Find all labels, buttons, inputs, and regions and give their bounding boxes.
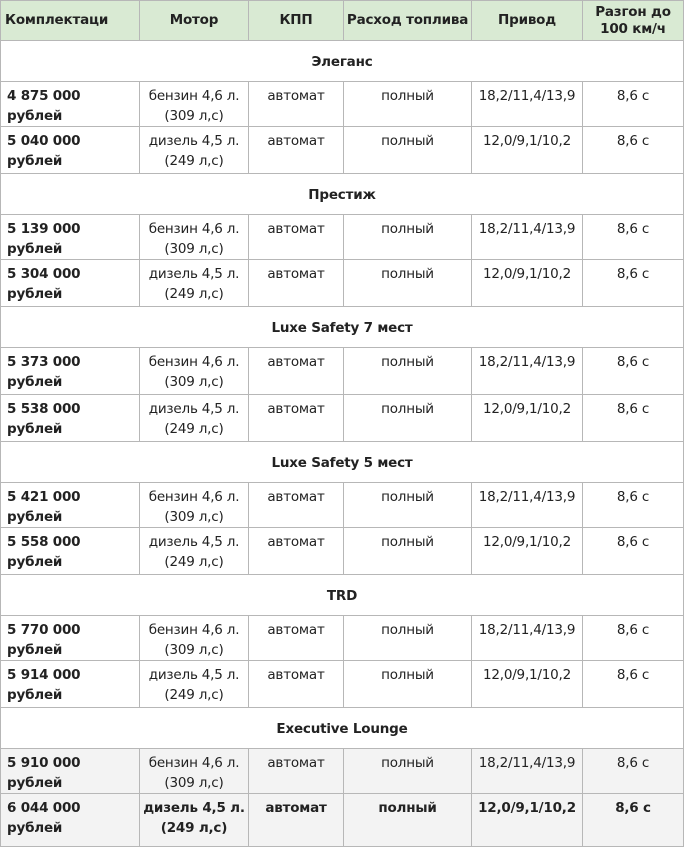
motor-cell: дизель 4,5 л. (249 л,с) xyxy=(140,127,249,174)
acceleration-cell: 8,6 с xyxy=(583,260,684,307)
group-row xyxy=(1,442,684,483)
price-cell: 5 770 000 рублей xyxy=(1,616,140,661)
table-row xyxy=(1,794,684,847)
group-row xyxy=(1,41,684,82)
acceleration-cell: 8,6 с xyxy=(583,215,684,260)
drive-cell: 18,2/11,4/13,9 xyxy=(472,82,583,127)
gearbox-cell: автомат xyxy=(249,348,344,395)
fuel-cell: полный xyxy=(344,616,472,661)
gearbox-cell: автомат xyxy=(249,215,344,260)
header-acceleration: Разгон до 100 км/ч xyxy=(583,1,684,41)
gearbox-cell: автомат xyxy=(249,82,344,127)
header-drive: Привод xyxy=(472,1,583,41)
drive-cell: 12,0/9,1/10,2 xyxy=(472,794,583,847)
fuel-cell: полный xyxy=(344,260,472,307)
motor-cell: дизель 4,5 л. (249 л,с) xyxy=(140,260,249,307)
gearbox-cell: автомат xyxy=(249,616,344,661)
acceleration-cell: 8,6 с xyxy=(583,395,684,442)
price-cell: 5 421 000 рублей xyxy=(1,483,140,528)
header-fuel: Расход топлива xyxy=(344,1,472,41)
price-cell: 5 373 000 рублей xyxy=(1,348,140,395)
group-name: TRD xyxy=(1,575,684,616)
price-cell: 6 044 000 рублей xyxy=(1,794,140,847)
drive-cell: 12,0/9,1/10,2 xyxy=(472,528,583,575)
drive-cell: 12,0/9,1/10,2 xyxy=(472,661,583,708)
price-cell: 5 040 000 рублей xyxy=(1,127,140,174)
fuel-cell: полный xyxy=(344,794,472,847)
motor-cell: дизель 4,5 л. (249 л,с) xyxy=(140,528,249,575)
table-row xyxy=(1,348,684,395)
table-row xyxy=(1,528,684,575)
fuel-cell: полный xyxy=(344,528,472,575)
gearbox-cell: автомат xyxy=(249,661,344,708)
gearbox-cell: автомат xyxy=(249,483,344,528)
drive-cell: 12,0/9,1/10,2 xyxy=(472,127,583,174)
fuel-cell: полный xyxy=(344,82,472,127)
group-row xyxy=(1,174,684,215)
fuel-cell: полный xyxy=(344,749,472,794)
group-row xyxy=(1,307,684,348)
price-cell: 4 875 000 рублей xyxy=(1,82,140,127)
group-row xyxy=(1,575,684,616)
price-cell: 5 139 000 рублей xyxy=(1,215,140,260)
acceleration-cell: 8,6 с xyxy=(583,661,684,708)
price-cell: 5 538 000 рублей xyxy=(1,395,140,442)
drive-cell: 18,2/11,4/13,9 xyxy=(472,749,583,794)
fuel-cell: полный xyxy=(344,127,472,174)
drive-cell: 18,2/11,4/13,9 xyxy=(472,483,583,528)
group-name: Престиж xyxy=(1,174,684,215)
fuel-cell: полный xyxy=(344,215,472,260)
fuel-cell: полный xyxy=(344,348,472,395)
gearbox-cell: автомат xyxy=(249,749,344,794)
drive-cell: 12,0/9,1/10,2 xyxy=(472,395,583,442)
table-row xyxy=(1,127,684,174)
table-row xyxy=(1,82,684,127)
group-name: Luxe Safety 5 мест xyxy=(1,442,684,483)
drive-cell: 18,2/11,4/13,9 xyxy=(472,215,583,260)
gearbox-cell: автомат xyxy=(249,395,344,442)
motor-cell: бензин 4,6 л. (309 л,с) xyxy=(140,215,249,260)
table-row xyxy=(1,483,684,528)
header-motor: Мотор xyxy=(140,1,249,41)
acceleration-cell: 8,6 с xyxy=(583,749,684,794)
header-row xyxy=(1,1,684,41)
motor-cell: дизель 4,5 л. (249 л,с) xyxy=(140,395,249,442)
acceleration-cell: 8,6 с xyxy=(583,794,684,847)
price-cell: 5 558 000 рублей xyxy=(1,528,140,575)
group-row xyxy=(1,708,684,749)
motor-cell: бензин 4,6 л. (309 л,с) xyxy=(140,749,249,794)
drive-cell: 18,2/11,4/13,9 xyxy=(472,616,583,661)
group-name: Luxe Safety 7 мест xyxy=(1,307,684,348)
drive-cell: 18,2/11,4/13,9 xyxy=(472,348,583,395)
gearbox-cell: автомат xyxy=(249,260,344,307)
price-cell: 5 304 000 рублей xyxy=(1,260,140,307)
header-trim: Комплектаци xyxy=(1,1,140,41)
fuel-cell: полный xyxy=(344,395,472,442)
motor-cell: дизель 4,5 л. (249 л,с) xyxy=(140,794,249,847)
table-row xyxy=(1,749,684,794)
group-name: Executive Lounge xyxy=(1,708,684,749)
motor-cell: бензин 4,6 л. (309 л,с) xyxy=(140,616,249,661)
motor-cell: бензин 4,6 л. (309 л,с) xyxy=(140,348,249,395)
acceleration-cell: 8,6 с xyxy=(583,528,684,575)
gearbox-cell: автомат xyxy=(249,127,344,174)
gearbox-cell: автомат xyxy=(249,794,344,847)
price-cell: 5 910 000 рублей xyxy=(1,749,140,794)
table-row xyxy=(1,661,684,708)
fuel-cell: полный xyxy=(344,661,472,708)
table-row xyxy=(1,395,684,442)
fuel-cell: полный xyxy=(344,483,472,528)
motor-cell: дизель 4,5 л. (249 л,с) xyxy=(140,661,249,708)
price-cell: 5 914 000 рублей xyxy=(1,661,140,708)
header-gearbox: КПП xyxy=(249,1,344,41)
motor-cell: бензин 4,6 л. (309 л,с) xyxy=(140,483,249,528)
acceleration-cell: 8,6 с xyxy=(583,127,684,174)
acceleration-cell: 8,6 с xyxy=(583,616,684,661)
gearbox-cell: автомат xyxy=(249,528,344,575)
acceleration-cell: 8,6 с xyxy=(583,483,684,528)
group-name: Элеганс xyxy=(1,41,684,82)
acceleration-cell: 8,6 с xyxy=(583,348,684,395)
table-row xyxy=(1,260,684,307)
motor-cell: бензин 4,6 л. (309 л,с) xyxy=(140,82,249,127)
table-row xyxy=(1,215,684,260)
table-row xyxy=(1,616,684,661)
drive-cell: 12,0/9,1/10,2 xyxy=(472,260,583,307)
acceleration-cell: 8,6 с xyxy=(583,82,684,127)
